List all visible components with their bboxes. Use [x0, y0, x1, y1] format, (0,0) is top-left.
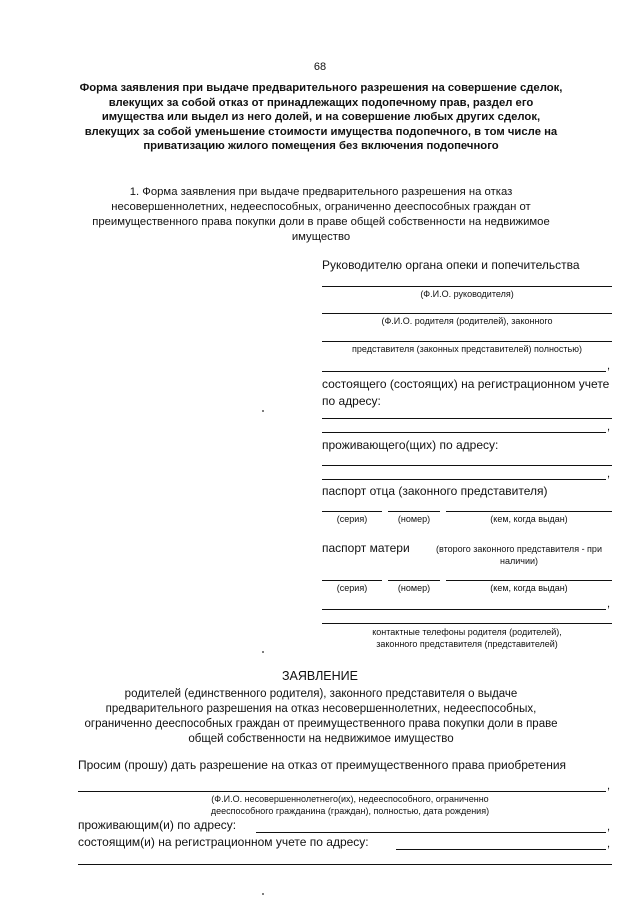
residing-label: проживающим(и) по адресу:: [78, 818, 237, 832]
passport-extra-line[interactable]: [322, 609, 606, 610]
registered-line[interactable]: [396, 849, 606, 850]
residing-line[interactable]: [256, 832, 606, 833]
father-issued-line[interactable]: [446, 511, 612, 512]
person-caption-2: дееспособного гражданина (граждан), полностью, дата рождения): [210, 806, 490, 816]
head-fio-line[interactable]: [322, 286, 612, 287]
request-text: Просим (прошу) дать разрешение на отказ от преимущественного права приобретения: [78, 758, 567, 772]
registered-address-label: состоящего (состоящих) на регистрационном учете по адресу:: [322, 377, 610, 408]
person-line[interactable]: [78, 791, 606, 792]
comma: ,: [607, 821, 611, 833]
contacts-caption-2: законного представителя (представителей): [376, 639, 558, 649]
issued-caption: (кем, когда выдан): [490, 583, 568, 593]
parent-fio-line-3[interactable]: [322, 371, 606, 372]
comma: ,: [607, 838, 611, 850]
scan-speck: [262, 651, 264, 653]
comma: ,: [607, 598, 611, 610]
mother-number-line[interactable]: [388, 580, 440, 581]
scan-speck: [262, 410, 264, 412]
page-number: 68: [313, 61, 327, 73]
registered-line-2[interactable]: [78, 864, 612, 865]
form-title: Форма заявления при выдаче предварительного разрешения на совершение сделок, влекущих за собой отказ от принадлежащих подопечному прав, раздел его имущества или выдел из него долей, и на совершение любых других сделок, влекущих за собой уменьшение стоимости имущества подопечного, в том числе на приватизацию жилого помещения без включения подопечного: [79, 82, 563, 153]
mother-passport-note: (второго законного представителя - при наличии): [436, 544, 602, 566]
comma: ,: [607, 468, 611, 480]
series-caption: (серия): [336, 514, 368, 524]
mother-passport-label: паспорт матери: [322, 541, 410, 555]
father-series-line[interactable]: [322, 511, 382, 512]
mother-series-line[interactable]: [322, 580, 382, 581]
statement-heading: ЗАЯВЛЕНИЕ: [281, 669, 358, 683]
residing-address-line-2[interactable]: [322, 479, 606, 480]
registered-address-line-2[interactable]: [322, 432, 606, 433]
series-caption: (серия): [336, 583, 368, 593]
form-subtitle: 1. Форма заявления при выдаче предварительного разрешения на отказ несовершеннолетних, недееспособных, ограниченно дееспособных граждан от преимущественного права покупки доли в праве общей собственности на недвижимое имущество: [92, 186, 550, 243]
parent-caption-2: представителя (законных представителей) полностью): [352, 344, 582, 354]
issued-caption: (кем, когда выдан): [490, 514, 568, 524]
number-caption: (номер): [397, 514, 431, 524]
parent-fio-line[interactable]: [322, 313, 612, 314]
contacts-caption-1: контактные телефоны родителя (родителей),: [372, 627, 562, 637]
father-number-line[interactable]: [388, 511, 440, 512]
residing-address-label: проживающего(щих) по адресу:: [322, 438, 499, 452]
father-passport-label: паспорт отца (законного представителя): [322, 484, 548, 498]
scan-speck: [262, 893, 264, 895]
parent-fio-line-2[interactable]: [322, 341, 612, 342]
statement-body: родителей (единственного родителя), законного представителя о выдаче предварительного разрешения на отказ несовершеннолетних, недееспособных, ограниченно дееспособных граждан от преимущественного права покупки доли в праве общей собственности на недвижимое имущество: [84, 688, 558, 745]
registered-address-line-1[interactable]: [322, 418, 612, 419]
addressee-label: Руководителю органа опеки и попечительства: [322, 258, 580, 272]
comma: ,: [607, 421, 611, 433]
residing-address-line-1[interactable]: [322, 465, 612, 466]
comma: ,: [607, 360, 611, 372]
mother-issued-line[interactable]: [446, 580, 612, 581]
parent-caption-1: (Ф.И.О. родителя (родителей), законного: [381, 316, 553, 326]
contacts-line[interactable]: [322, 623, 612, 624]
registered-label: состоящим(и) на регистрационном учете по адресу:: [78, 835, 369, 849]
number-caption: (номер): [397, 583, 431, 593]
head-fio-caption: (Ф.И.О. руководителя): [420, 289, 514, 299]
person-caption-1: (Ф.И.О. несовершеннолетнего(их), недееспособного, ограниченно: [211, 794, 489, 804]
comma: ,: [607, 780, 611, 792]
